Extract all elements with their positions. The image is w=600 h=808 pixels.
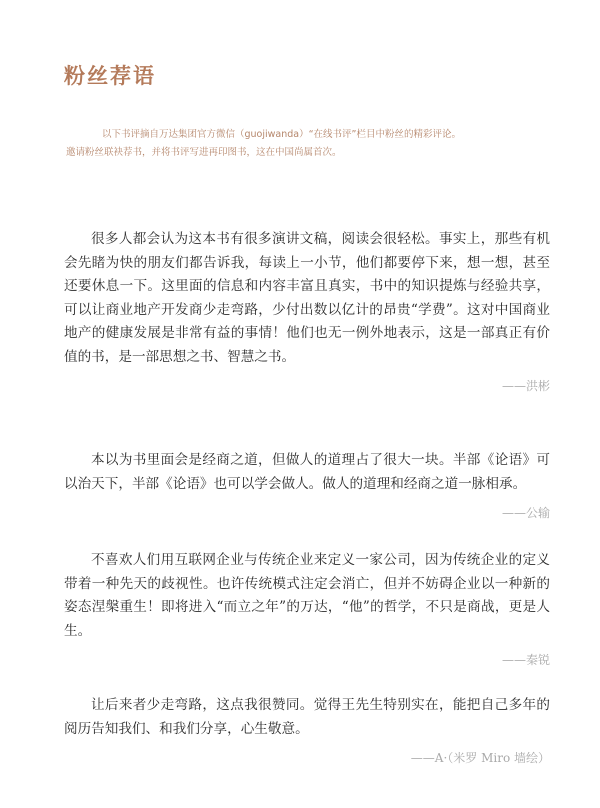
- review-block: [64, 228, 550, 399]
- review-signature: ——洪彬: [501, 379, 550, 393]
- review-signature: ——公输: [501, 506, 550, 520]
- review-text: 很多人都会认为这本书有很多演讲文稿，阅读会很轻松。事实上，那些有机会先睹为快的朋友们都告诉我，每读上一小节，他们都要停下来，想一想，甚至还要休息一下。这里面的信息和内容丰富且真实，书中的知识提炼与经验共享，可以让商业地产开发商少走弯路，少付出数以亿计的昂贵“学费”。这对中国商业地产的健康发展是非常有益的事情！他们也无一例外地表示，这是一部真正有价值的书，是一部思想之书、智慧之书。: [64, 231, 550, 365]
- review-block: [64, 549, 550, 673]
- page-title: 粉丝荐语: [64, 64, 156, 88]
- review-signature: ——秦锐: [501, 653, 550, 667]
- intro-line: 邀请粉丝联袂荐书，并将书评写进再印图书，这在中国尚属首次。: [66, 147, 342, 158]
- review-text: 本以为书里面会是经商之道，但做人的道理占了很大一块。半部《论语》可以治天下，半部《论语》也可以学会做人。做人的道理和经商之道一脉相承。: [64, 452, 550, 492]
- intro-line: 以下书评摘自万达集团官方微信（guojiwanda）“在线书评”栏目中粉丝的精彩评论。: [102, 129, 461, 140]
- review-block: [64, 694, 550, 771]
- review-signature: ——A·（米罗 Miro 墙绘）: [410, 751, 550, 765]
- intro-note: [66, 126, 546, 162]
- review-block: [64, 449, 550, 526]
- review-text: 不喜欢人们用互联网企业与传统企业来定义一家公司，因为传统企业的定义带着一种先天的歧视性。也许传统模式注定会消亡，但并不妨碍企业以一种新的姿态涅槃重生！即将进入“而立之年”的万达，“他”的哲学，不只是商战，更是人生。: [64, 552, 550, 639]
- review-text: 让后来者少走弯路，这点我很赞同。觉得王先生特别实在，能把自己多年的阅历告知我们、和我们分享，心生敬意。: [64, 697, 550, 737]
